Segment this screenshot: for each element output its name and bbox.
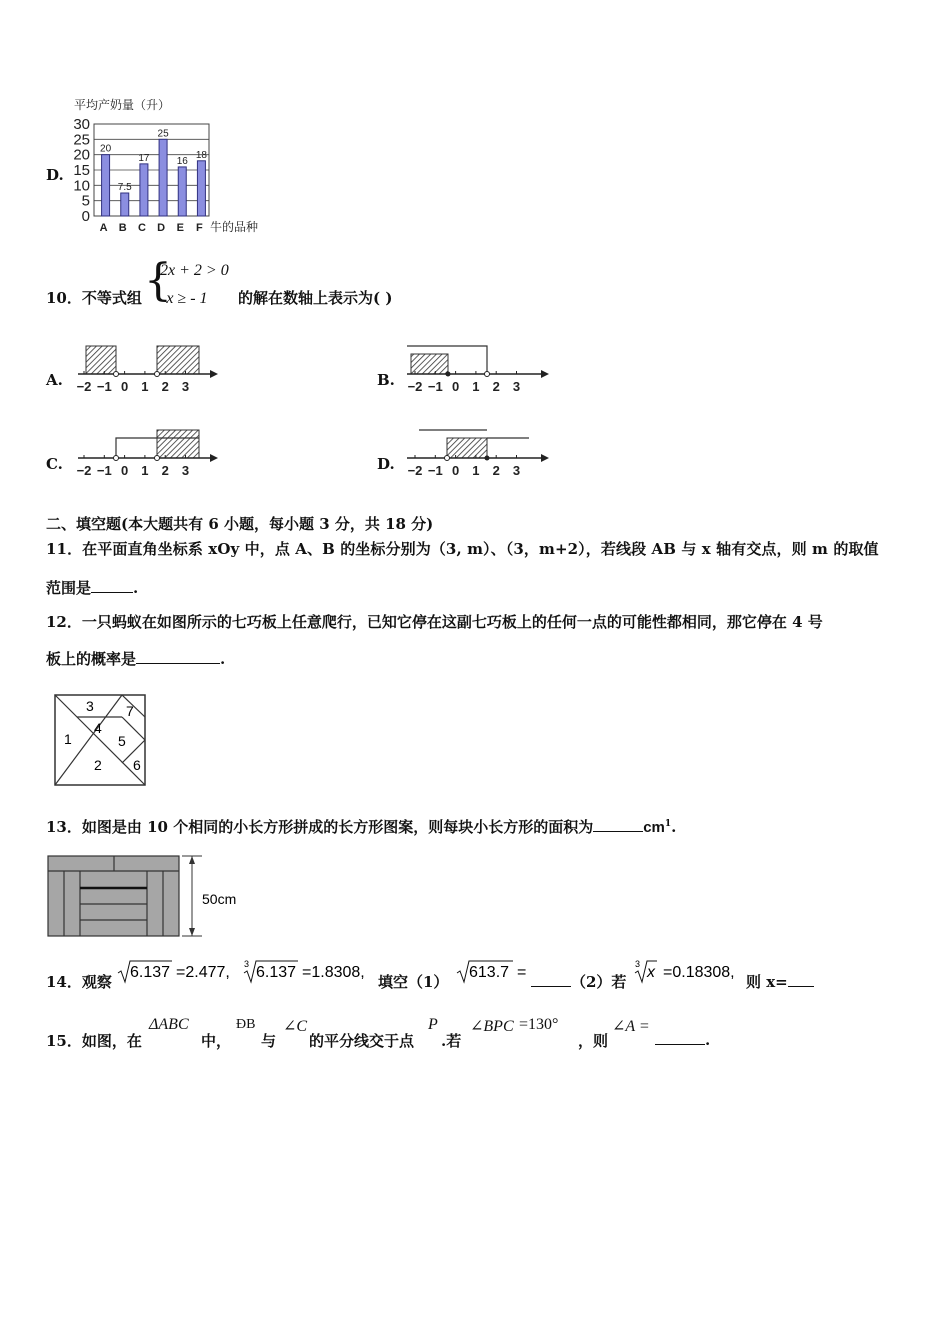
x-axis-label: 牛的品种	[210, 220, 259, 234]
y-tick-label: 5	[81, 192, 90, 210]
q10-system-line2: - x ≥ - 1	[157, 290, 208, 307]
option-d-label-q10: D.	[377, 455, 395, 473]
q15-then: ，则	[578, 1032, 609, 1050]
q14-val1: =2.477,	[176, 964, 230, 981]
axis-tick-label: −2	[76, 379, 92, 394]
axis-tick-label: 0	[120, 463, 129, 478]
q13-answer-blank	[593, 817, 643, 832]
q13-line	[46, 816, 676, 837]
dimension-label: 50cm	[202, 891, 237, 907]
q14-part2-text: （2）若	[571, 973, 627, 991]
axis-tick-label: 2	[492, 379, 500, 394]
q15-end: .	[705, 1031, 711, 1049]
axis-tick-label: 1	[141, 463, 149, 478]
open-point	[114, 456, 119, 461]
axis-tick-label: 0	[451, 379, 460, 394]
section-heading: 二、填空题(本大题共有 6 小题，每小题 3 分，共 18 分)	[46, 515, 434, 533]
number-line-d	[401, 422, 551, 482]
option-c-label: C.	[46, 455, 63, 473]
q15-ask: ∠A =	[612, 1018, 650, 1035]
bar	[121, 193, 129, 216]
axis-tick-label: 3	[181, 379, 190, 394]
q14-expr4: x	[647, 964, 655, 981]
q14-blank-2	[788, 972, 814, 987]
solid-point	[485, 456, 490, 461]
open-point	[485, 372, 490, 377]
q15-point: P	[428, 1016, 438, 1033]
q14-val4: =0.18308,	[663, 964, 735, 981]
bar	[159, 139, 167, 216]
axis-tick-label: −1	[96, 463, 112, 478]
y-tick-label: 30	[73, 116, 90, 133]
axis-tick-label: 3	[512, 463, 521, 478]
axis-tick-label: −1	[427, 463, 443, 478]
q15-bisect: 的平分线交于点	[309, 1032, 415, 1050]
q13-end: .	[671, 818, 677, 836]
axis-tick-label: 2	[492, 463, 500, 478]
bar	[140, 164, 148, 216]
bar-value-label: 17	[138, 152, 150, 164]
rectangles-figure	[44, 852, 254, 942]
axis-tick-label: 1	[472, 379, 480, 394]
bar-value-label: 16	[176, 155, 188, 167]
q13-unit-sup: 1	[664, 819, 672, 829]
open-point	[155, 456, 160, 461]
axis-tick-label: −2	[76, 463, 92, 478]
left-brace-icon: {	[144, 255, 172, 306]
axis-tick-label: −2	[407, 463, 423, 478]
x-tick-label: E	[176, 222, 184, 234]
q15-condition-value: =130°	[519, 1016, 559, 1033]
shaded-region	[447, 438, 487, 458]
q11-end: .	[133, 579, 139, 597]
q15-if: .若	[441, 1032, 462, 1050]
axis-tick-label: 1	[472, 463, 480, 478]
solid-point	[446, 372, 451, 377]
shaded-region-right	[157, 346, 199, 374]
tangram-label-5: 5	[118, 733, 126, 749]
q15-and: 与	[261, 1032, 277, 1050]
q14-val2: =1.8308,	[302, 964, 365, 981]
q11-line1: 11．在平面直角坐标系 xOy 中，点 A、B 的坐标分别为（3, m）、（3，m+2），若线段 AB 与 x 轴有交点，则 m 的取值	[46, 540, 879, 558]
number-line-c	[70, 422, 220, 482]
q12-end: .	[220, 650, 226, 668]
option-a-label: A.	[46, 371, 63, 389]
y-tick-label: 20	[73, 146, 90, 164]
tangram-label-2: 2	[94, 757, 102, 773]
tangram-label-4: 4	[94, 720, 102, 736]
number-line-a	[70, 338, 220, 398]
axis-tick-label: −1	[427, 379, 443, 394]
y-tick-label: 25	[73, 131, 90, 149]
axis-arrow-icon	[541, 370, 549, 378]
axis-tick-label: 1	[141, 379, 149, 394]
q15-lead: 15．如图，在	[46, 1032, 142, 1050]
axis-tick-label: 2	[161, 463, 169, 478]
shaded-region-left	[86, 346, 116, 374]
q12-answer-blank	[136, 649, 220, 664]
q14-root-index: 3	[244, 959, 250, 969]
x-tick-label: A	[99, 222, 108, 234]
q14-expr1: 6.137	[130, 964, 171, 981]
q14-part2	[531, 971, 626, 992]
q14-roots-1	[116, 958, 378, 986]
q14-root-index-2: 3	[635, 959, 641, 969]
axis-tick-label: 0	[451, 463, 460, 478]
tangram-label-3: 3	[86, 698, 94, 714]
axis-arrow-icon	[210, 370, 218, 378]
arrow-up-icon	[189, 856, 195, 864]
q11-answer-blank	[91, 578, 133, 593]
axis-arrow-icon	[541, 454, 549, 462]
bar	[102, 155, 110, 216]
axis-tick-label: −2	[407, 379, 423, 394]
bar-value-label: 18	[195, 149, 207, 161]
option-b-label: B.	[377, 371, 395, 389]
bar-value-label: 7.5	[117, 182, 132, 193]
q14-expr3: 613.7	[469, 964, 510, 981]
x-tick-label: C	[137, 222, 146, 234]
q15-answer-blank	[655, 1030, 705, 1045]
q11-line2	[46, 577, 138, 598]
bar-value-label: 25	[157, 128, 169, 140]
open-point	[445, 456, 450, 461]
number-line-b	[401, 338, 551, 398]
open-point	[155, 372, 160, 377]
q14-root-4	[633, 958, 745, 986]
q14-eq: =	[517, 964, 527, 981]
open-point	[114, 372, 119, 377]
x-tick-label: D	[157, 222, 166, 234]
q13-text: 13．如图是由 10 个相同的小长方形拼成的长方形图案，则每块小长方形的面积为	[46, 818, 594, 836]
q14-fill: 填空（1）	[378, 973, 449, 991]
q15-answer-line	[655, 1030, 710, 1049]
bar-value-label: 20	[100, 143, 112, 155]
q12-line1: 12．一只蚂蚁在如图所示的七巧板上任意爬行，已知它停在这副七巧板上的任何一点的可能性都相同，那它停在 4 号	[46, 613, 823, 631]
y-tick-label: 15	[73, 162, 90, 179]
q11-line2-text: 范围是	[46, 579, 92, 597]
q10-prefix: 10．不等式组	[46, 289, 142, 307]
q15-condition: ∠BPC	[470, 1018, 514, 1035]
x-tick-label: B	[118, 222, 127, 234]
q14-expr2: 6.137	[256, 964, 297, 981]
q14-lead: 14．观察	[46, 973, 112, 991]
axis-tick-label: 0	[120, 379, 129, 394]
q14-then-line	[746, 971, 814, 992]
axis-tick-label: 3	[181, 463, 190, 478]
y-tick-label: 0	[81, 208, 90, 225]
option-d-label: D.	[46, 166, 64, 184]
bar	[178, 167, 186, 216]
milk-yield-bar-chart	[66, 92, 276, 238]
q13-unit: cm	[643, 819, 665, 836]
q14-then: 则 x=	[746, 973, 788, 991]
shaded-region	[157, 430, 199, 458]
q14-blank-1	[531, 972, 571, 987]
axis-arrow-icon	[210, 454, 218, 462]
q10-suffix: 的解在数轴上表示为( )	[238, 289, 393, 307]
y-tick-label: 10	[73, 177, 90, 195]
q12-line2	[46, 648, 225, 669]
arrow-down-icon	[189, 928, 195, 936]
q15-angle-c: ∠C	[283, 1018, 308, 1035]
q15-angle-b: ÐB	[236, 1017, 256, 1032]
q15-mid: 中，	[201, 1032, 232, 1050]
axis-tick-label: 2	[161, 379, 169, 394]
shaded-region	[411, 354, 448, 374]
tangram-label-6: 6	[133, 757, 141, 773]
q14-root-3	[455, 958, 533, 986]
tangram-label-1: 1	[64, 731, 72, 747]
bar	[197, 161, 205, 216]
x-tick-label: F	[196, 222, 203, 234]
tangram-figure	[50, 690, 150, 790]
axis-tick-label: 3	[512, 379, 521, 394]
tangram-label-7: 7	[126, 703, 134, 719]
q15-triangle: ΔABC	[149, 1016, 189, 1033]
chart-title: 平均产奶量（升）	[74, 98, 171, 112]
q12-line2-text: 板上的概率是	[46, 650, 137, 668]
q10-system-line1: 2x + 2 > 0	[160, 262, 229, 279]
axis-tick-label: −1	[96, 379, 112, 394]
